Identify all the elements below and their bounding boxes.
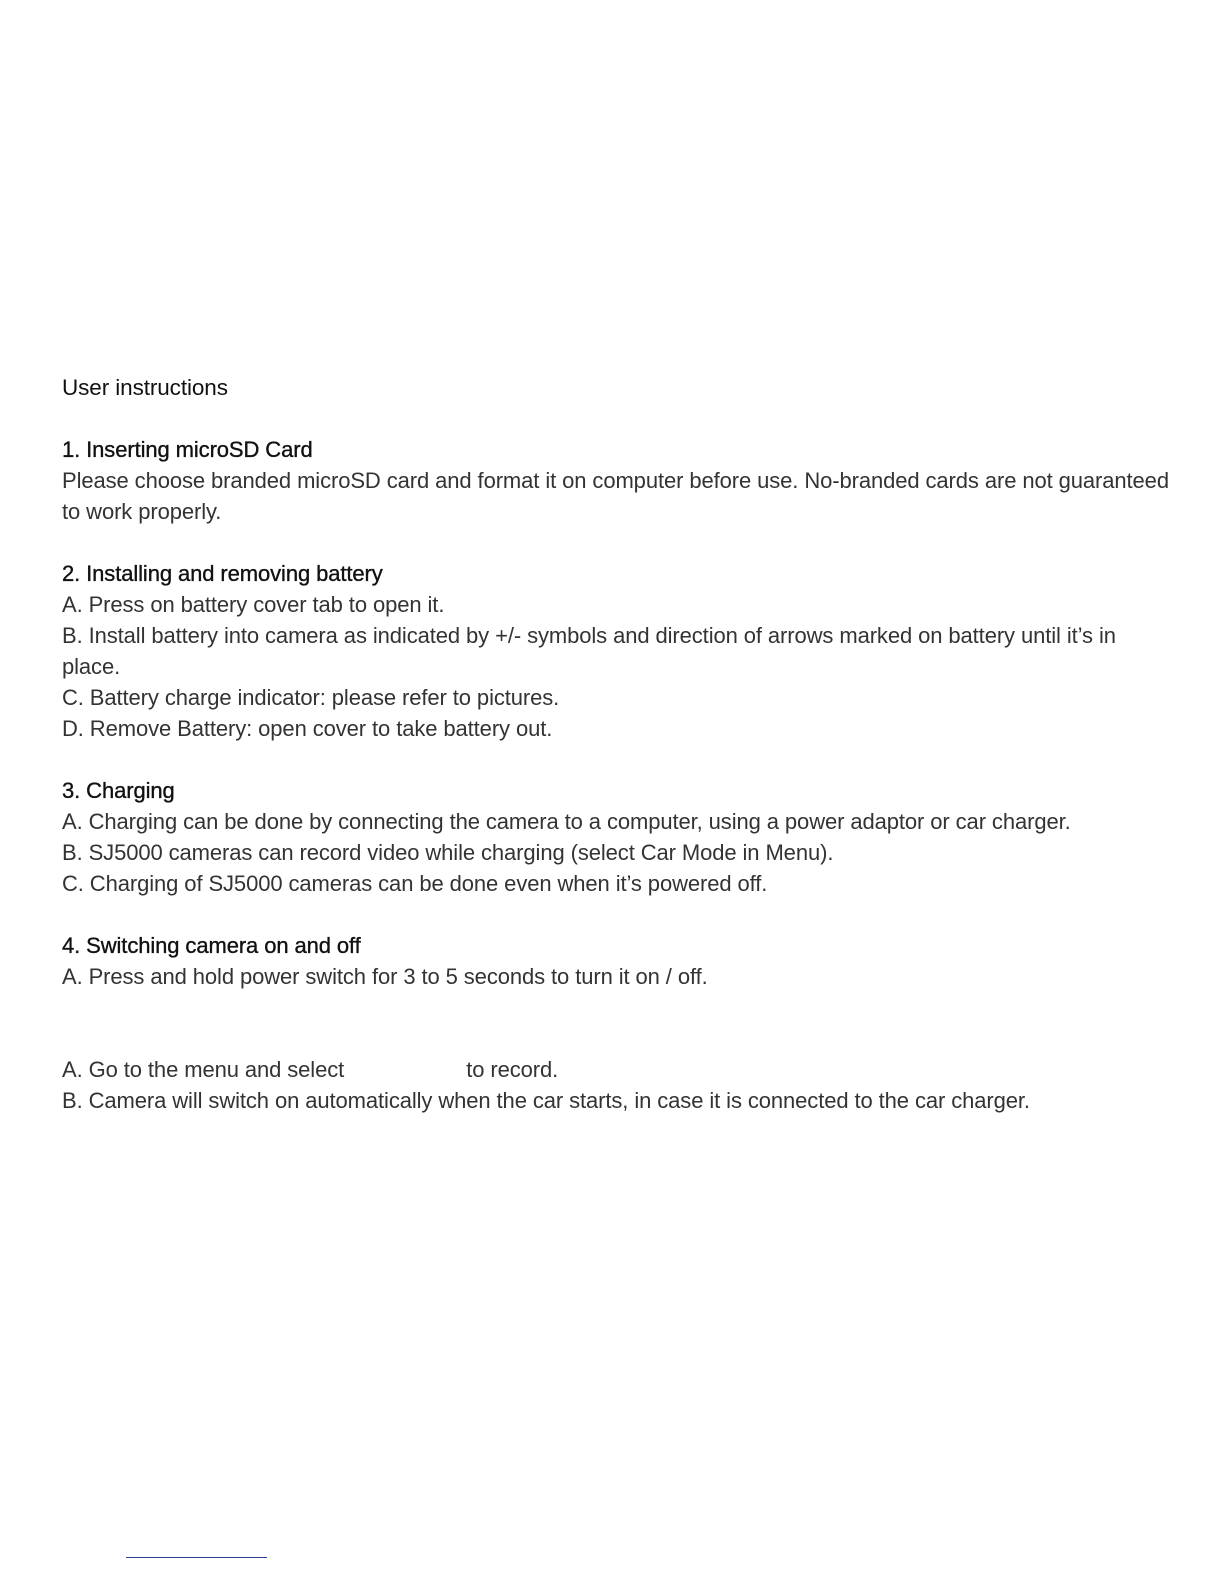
section-power-switch <box>62 930 1172 992</box>
section-text: B. SJ5000 cameras can record video while charging (select Car Mode in Menu). <box>62 840 834 865</box>
section-text: C. Charging of SJ5000 cameras can be done even when it’s powered off. <box>62 871 768 896</box>
section-text: Please choose branded microSD card and format it on computer before use. No-branded cards are not guaranteed to work properly. <box>62 468 1169 524</box>
section-heading: 1. Inserting microSD Card <box>62 437 313 462</box>
section-text: A. Press on battery cover tab to open it. <box>62 592 445 617</box>
section-heading: 4. Switching camera on and off <box>62 933 361 958</box>
section-text: B. Install battery into camera as indicated by +/- symbols and direction of arrows marked on battery until it’s in place. <box>62 623 1116 679</box>
section-battery <box>62 558 1172 744</box>
section-text: A. Charging can be done by connecting the camera to a computer, using a power adaptor or car charger. <box>62 809 1071 834</box>
section-charging <box>62 775 1172 899</box>
section-text <box>62 1054 1172 1085</box>
section-microsd <box>62 434 1172 527</box>
section-text: B. Camera will switch on automatically when the car starts, in case it is connected to the car charger. <box>62 1088 1030 1113</box>
document-body <box>62 372 1172 1116</box>
section-car-mode <box>62 1054 1172 1116</box>
footer-rule <box>126 1557 267 1558</box>
section-heading: 2. Installing and removing battery <box>62 561 383 586</box>
document-title: User instructions <box>62 375 228 400</box>
section-text: C. Battery charge indicator: please refer to pictures. <box>62 685 560 710</box>
section-text: A. Press and hold power switch for 3 to 5 seconds to turn it on / off. <box>62 964 708 989</box>
section-heading: 3. Charging <box>62 778 175 803</box>
section-text: D. Remove Battery: open cover to take battery out. <box>62 716 553 741</box>
line-a-before: A. Go to the menu and select <box>62 1057 345 1082</box>
line-a-after: to record. <box>466 1057 559 1082</box>
